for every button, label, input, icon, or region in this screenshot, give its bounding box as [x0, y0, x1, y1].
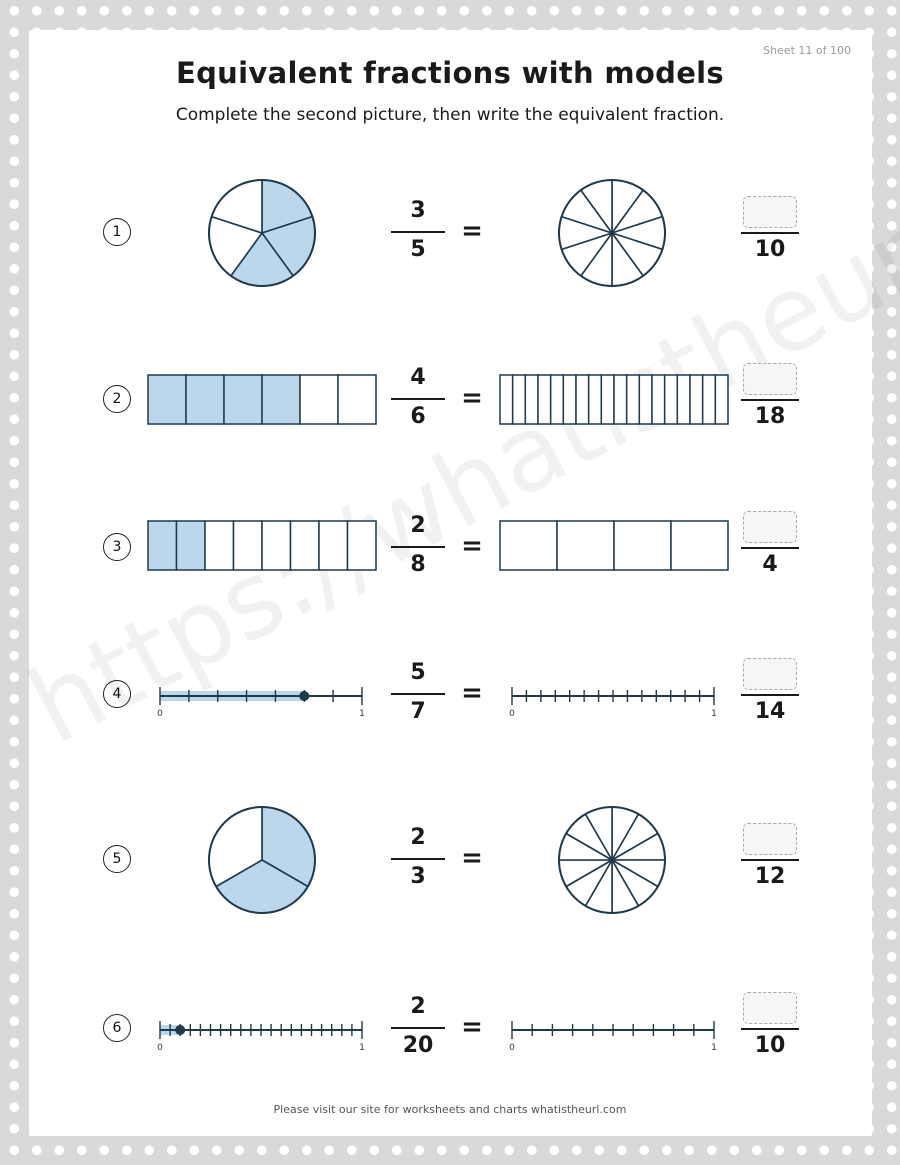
- bar-cell: [671, 521, 728, 570]
- answer-denominator: 12: [754, 864, 786, 889]
- fraction-bar: [391, 858, 445, 860]
- left-model: [200, 805, 324, 915]
- bar-cell: [557, 521, 614, 570]
- left-model: [150, 680, 374, 724]
- question-number: 1: [103, 218, 131, 246]
- equals-sign: =: [461, 843, 483, 873]
- bar-cell: [576, 375, 589, 424]
- fraction-denominator: 20: [402, 1033, 434, 1058]
- fraction-numerator: 3: [410, 198, 426, 223]
- fraction-bar: [741, 1028, 799, 1030]
- fraction-denominator: 3: [410, 864, 426, 889]
- equals-sign: =: [461, 1012, 483, 1042]
- bar-cell: [703, 375, 716, 424]
- bar-cell: [300, 375, 338, 424]
- question-number: 3: [103, 533, 131, 561]
- numerator-answer-box[interactable]: [743, 363, 797, 395]
- equals-sign: =: [461, 531, 483, 561]
- shaded-bar-cell: [148, 521, 177, 570]
- answer-denominator: 18: [754, 404, 786, 429]
- right-model[interactable]: [550, 178, 674, 288]
- bar-cell: [500, 375, 513, 424]
- bar-cell: [338, 375, 376, 424]
- tick-label-end: 1: [711, 709, 717, 719]
- fraction-bar: [391, 1027, 445, 1029]
- bar-cell: [715, 375, 728, 424]
- fraction-numerator: 2: [410, 994, 426, 1019]
- fraction-denominator: 8: [410, 552, 426, 577]
- right-model[interactable]: [550, 805, 674, 915]
- left-model: [145, 373, 379, 427]
- equals-sign: =: [461, 678, 483, 708]
- fraction-numerator: 2: [410, 825, 426, 850]
- fraction-denominator: 7: [410, 699, 426, 724]
- page-title: Equivalent fractions with models: [176, 56, 724, 90]
- bar-cell: [639, 375, 652, 424]
- tick-label-start: 0: [157, 1043, 163, 1053]
- fraction-denominator: 6: [410, 404, 426, 429]
- bar-cell: [538, 375, 551, 424]
- right-model[interactable]: [497, 519, 731, 573]
- tick-label-end: 1: [359, 709, 365, 719]
- bar-cell: [614, 375, 627, 424]
- bar-cell: [319, 521, 348, 570]
- bar-cell: [563, 375, 576, 424]
- right-model[interactable]: [497, 373, 731, 427]
- answer-denominator: 14: [754, 699, 786, 724]
- bar-cell: [652, 375, 665, 424]
- fraction-bar: [741, 859, 799, 861]
- bar-cell: [601, 375, 614, 424]
- bar-cell: [690, 375, 703, 424]
- shaded-bar-cell: [224, 375, 262, 424]
- equals-sign: =: [461, 216, 483, 246]
- right-model[interactable]: [502, 680, 726, 724]
- bar-cell: [262, 521, 291, 570]
- fraction-bar: [741, 547, 799, 549]
- fraction-bar: [391, 398, 445, 400]
- fraction-bar: [741, 232, 799, 234]
- numerator-answer-box[interactable]: [743, 992, 797, 1024]
- numerator-answer-box[interactable]: [743, 823, 797, 855]
- shaded-bar-cell: [148, 375, 186, 424]
- question-number: 6: [103, 1014, 131, 1042]
- fraction-bar: [391, 546, 445, 548]
- shaded-bar-cell: [262, 375, 300, 424]
- sheet-number-label: Sheet 11 of 100: [763, 44, 851, 57]
- left-model: [150, 1014, 374, 1058]
- question-number: 5: [103, 845, 131, 873]
- problem-6: [0, 974, 900, 1084]
- instructions: Complete the second picture, then write the equivalent fraction.: [175, 105, 725, 125]
- shaded-bar-cell: [186, 375, 224, 424]
- answer-denominator: 10: [754, 1033, 786, 1058]
- fraction-bar: [391, 693, 445, 695]
- right-model[interactable]: [502, 1014, 726, 1058]
- bar-cell: [665, 375, 678, 424]
- bar-cell: [513, 375, 526, 424]
- bar-cell: [500, 521, 557, 570]
- shaded-bar-cell: [177, 521, 206, 570]
- question-number: 2: [103, 385, 131, 413]
- fraction-numerator: 2: [410, 513, 426, 538]
- fraction-denominator: 5: [410, 237, 426, 262]
- problem-5: [0, 805, 900, 915]
- bar-cell: [234, 521, 263, 570]
- bar-cell: [291, 521, 320, 570]
- answer-denominator: 10: [754, 237, 786, 262]
- bar-cell: [525, 375, 538, 424]
- problem-3: [0, 493, 900, 603]
- point-marker: [175, 1025, 185, 1035]
- numerator-answer-box[interactable]: [743, 511, 797, 543]
- bar-cell: [677, 375, 690, 424]
- bar-cell: [551, 375, 564, 424]
- tick-label-start: 0: [509, 709, 515, 719]
- fraction-bar: [741, 399, 799, 401]
- left-model: [200, 178, 324, 288]
- bar-cell: [348, 521, 377, 570]
- numerator-answer-box[interactable]: [743, 196, 797, 228]
- bar-cell: [627, 375, 640, 424]
- bar-cell: [205, 521, 234, 570]
- fraction-numerator: 4: [410, 365, 426, 390]
- problem-2: [0, 345, 900, 455]
- problem-1: [0, 178, 900, 288]
- tick-label-start: 0: [157, 709, 163, 719]
- fraction-bar: [391, 231, 445, 233]
- tick-label-end: 1: [711, 1043, 717, 1053]
- tick-label-start: 0: [509, 1043, 515, 1053]
- tick-label-end: 1: [359, 1043, 365, 1053]
- fraction-bar: [741, 694, 799, 696]
- problem-4: [0, 640, 900, 750]
- equals-sign: =: [461, 383, 483, 413]
- bar-cell: [589, 375, 602, 424]
- bar-cell: [614, 521, 671, 570]
- question-number: 4: [103, 680, 131, 708]
- footer-note: Please visit our site for worksheets and charts whatistheurl.com: [273, 1103, 627, 1116]
- fraction-numerator: 5: [410, 660, 426, 685]
- numerator-answer-box[interactable]: [743, 658, 797, 690]
- point-marker: [299, 691, 309, 701]
- left-model: [145, 519, 379, 573]
- answer-denominator: 4: [762, 552, 778, 577]
